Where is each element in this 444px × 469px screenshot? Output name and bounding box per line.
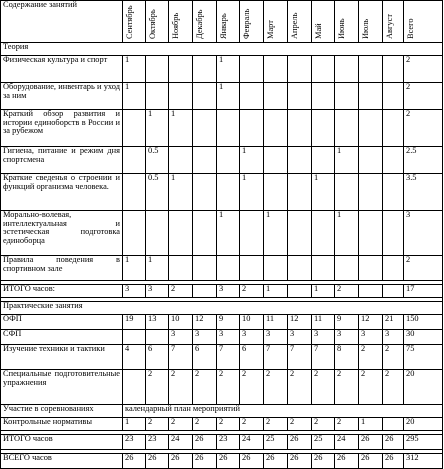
table-cell [264,173,288,210]
table-cell [217,109,240,146]
table-cell: 7 [217,344,240,369]
table-cell: 10 [169,314,193,329]
table-cell [383,173,404,210]
row-label: Морально-волевая, интеллектуальная и эстетическая подготовка единоборца [1,210,123,255]
table-cell [169,55,193,82]
table-cell [123,369,146,404]
table-cell [383,417,404,430]
table-cell [335,55,359,82]
table-cell: 2 [217,417,240,430]
table-cell [335,109,359,146]
table-cell [312,146,335,173]
table-cell: 2 [335,284,359,297]
table-cell: 6 [240,344,264,369]
table-cell: 9 [217,314,240,329]
table-cell [123,173,146,210]
month-header: Декабрь [193,1,217,43]
table-cell [335,255,359,280]
table-cell [193,210,217,255]
header-row [1,1,443,43]
row-label: Изучение техники и тактики [1,344,123,369]
table-cell: 17 [404,284,443,297]
table-cell [169,146,193,173]
table-cell [217,173,240,210]
table-cell: 3 [217,329,240,344]
table-cell: 20 [404,369,443,404]
table-cell: 1 [240,146,264,173]
month-header: Май [312,1,335,43]
table-cell: 1 [335,210,359,255]
table-cell: 4 [123,344,146,369]
table-cell: 12 [288,314,312,329]
table-cell: 23 [123,434,146,449]
row-label: Гигиена, питание и режим дня спортсмена [1,146,123,173]
table-cell: 1 [264,284,288,297]
table-cell [240,255,264,280]
table-cell: 26 [359,453,383,468]
table-cell [312,255,335,280]
table-cell: 2.5 [404,146,443,173]
table-cell: 25 [264,434,288,449]
table-cell: 30 [404,329,443,344]
table-cell: 3 [404,210,443,255]
table-cell: 312 [404,453,443,468]
table-cell: 21 [383,314,404,329]
table-cell: 1 [123,82,146,109]
month-header: Январь [217,1,240,43]
table-cell [146,55,169,82]
table-cell: 3.5 [404,173,443,210]
table-cell [288,82,312,109]
theory-row [1,55,443,82]
table-cell [288,109,312,146]
table-cell: 1 [264,210,288,255]
table-cell [359,173,383,210]
table-cell: 2 [217,369,240,404]
table-cell [359,146,383,173]
total-header: Всего [404,1,443,43]
table-cell: 6 [146,344,169,369]
table-cell: 2 [240,417,264,430]
table-cell: 26 [123,453,146,468]
table-cell: 19 [123,314,146,329]
table-cell: 3 [240,329,264,344]
table-cell: 0.5 [146,173,169,210]
table-cell: 26 [169,453,193,468]
table-cell: 2 [383,369,404,404]
month-header: Август [383,1,404,43]
row-label: ОФП [1,314,123,329]
table-cell: 3 [217,284,240,297]
table-cell [169,210,193,255]
practice-row [1,314,443,329]
table-cell: 2 [404,82,443,109]
table-cell: 2 [404,55,443,82]
table-cell: 2 [146,417,169,430]
table-cell: 2 [169,369,193,404]
theory-section-title: Теория [1,42,443,55]
table-cell [217,255,240,280]
practice-row [1,329,443,344]
table-cell [359,210,383,255]
row-label: ИТОГО часов: [1,284,123,297]
table-cell [359,82,383,109]
competitions-row [1,404,443,417]
competitions-note: календарный план мероприятий [123,404,443,417]
table-cell: 3 [288,329,312,344]
theory-row [1,146,443,173]
table-cell [169,255,193,280]
table-cell: 3 [383,329,404,344]
table-cell: 11 [312,314,335,329]
row-label: Краткий обзор развития и истории единоборств в России и за рубежом [1,109,123,146]
table-cell: 2 [240,284,264,297]
table-cell [217,146,240,173]
table-cell [193,82,217,109]
table-cell: 75 [404,344,443,369]
table-cell: 2 [169,284,193,297]
table-cell [359,109,383,146]
table-cell [193,173,217,210]
table-cell: 3 [123,284,146,297]
table-cell: 3 [312,329,335,344]
table-cell [359,284,383,297]
table-cell: 7 [288,344,312,369]
row-label: Контрольные нормативы [1,417,123,430]
table-cell [383,210,404,255]
table-cell: 7 [169,344,193,369]
table-cell: 2 [193,417,217,430]
table-cell [383,255,404,280]
row-label: Оборудование, инвентарь и уход за ним [1,82,123,109]
table-cell [288,255,312,280]
month-header: Февраль [240,1,264,43]
table-cell: 1 [359,417,383,430]
table-cell: 26 [217,453,240,468]
table-cell [193,255,217,280]
row-label: Участие в соревнованиях [1,404,123,417]
table-cell: 3 [264,329,288,344]
table-cell: 10 [240,314,264,329]
table-cell: 13 [146,314,169,329]
table-cell: 26 [146,453,169,468]
table-cell: 26 [383,434,404,449]
table-cell: 1 [123,417,146,430]
table-cell: 295 [404,434,443,449]
table-cell: 3 [146,284,169,297]
row-label: Физическая культура и спорт [1,55,123,82]
table-cell [264,146,288,173]
table-cell: 0.5 [146,146,169,173]
table-cell [123,329,146,344]
table-cell: 25 [312,434,335,449]
table-cell [288,146,312,173]
table-cell: 7 [312,344,335,369]
table-cell [193,55,217,82]
table-cell [123,146,146,173]
row-label: Краткие сведенья о строении и функций организма человека. [1,173,123,210]
table-cell [264,255,288,280]
table-cell: 2 [146,369,169,404]
table-cell: 1 [335,146,359,173]
table-cell: 11 [264,314,288,329]
table-cell [383,109,404,146]
table-cell [193,284,217,297]
row-label: ВСЕГО часов [1,453,123,468]
table-cell: 1 [217,210,240,255]
theory-row [1,210,443,255]
theory-total-row [1,284,443,297]
table-cell: 2 [383,344,404,369]
month-header: Октябрь [146,1,169,43]
theory-row [1,173,443,210]
table-cell: 20 [404,417,443,430]
table-cell: 1 [146,255,169,280]
theory-row [1,109,443,146]
table-cell [335,82,359,109]
row-label: Правила поведения в спортивном зале [1,255,123,280]
table-cell: 3 [193,329,217,344]
table-cell: 26 [240,453,264,468]
grand-total-row [1,453,443,468]
table-cell [146,329,169,344]
table-cell: 2 [404,255,443,280]
table-cell [264,82,288,109]
table-cell [264,55,288,82]
table-cell: 3 [359,329,383,344]
table-cell: 2 [264,417,288,430]
table-cell: 24 [335,434,359,449]
month-header: Сентябрь [123,1,146,43]
practice-section-title: Практические занятия [1,301,443,314]
table-cell [383,82,404,109]
subject-header: Содержание занятий [1,1,123,43]
table-cell [264,109,288,146]
table-cell [288,173,312,210]
control-row [1,417,443,430]
table-cell: 26 [335,453,359,468]
table-cell: 2 [288,417,312,430]
table-cell [359,55,383,82]
table-cell: 2 [288,369,312,404]
table-cell [240,109,264,146]
table-cell: 26 [264,453,288,468]
table-cell: 24 [169,434,193,449]
table-cell: 3 [335,329,359,344]
table-cell: 2 [404,109,443,146]
table-cell: 2 [240,369,264,404]
theory-row [1,255,443,280]
theory-section-title-row [1,42,443,55]
table-cell: 1 [169,109,193,146]
table-cell: 26 [193,453,217,468]
table-cell: 3 [169,329,193,344]
table-cell [240,210,264,255]
practice-row [1,344,443,369]
table-cell [383,284,404,297]
practice-row [1,369,443,404]
table-cell [240,82,264,109]
table-cell: 2 [359,369,383,404]
table-cell: 2 [359,344,383,369]
table-cell: 2 [312,369,335,404]
month-header: Апрель [288,1,312,43]
table-cell: 2 [169,417,193,430]
table-cell: 1 [240,173,264,210]
month-header: Июнь [335,1,359,43]
table-cell: 26 [288,453,312,468]
table-cell: 2 [335,417,359,430]
table-cell [193,109,217,146]
table-cell [359,255,383,280]
table-cell [288,284,312,297]
table-cell [240,55,264,82]
table-cell: 1 [217,55,240,82]
table-cell [383,146,404,173]
table-cell: 23 [146,434,169,449]
row-label: СФП [1,329,123,344]
table-cell [123,210,146,255]
table-cell: 26 [288,434,312,449]
table-cell: 150 [404,314,443,329]
table-cell: 26 [193,434,217,449]
table-cell: 12 [193,314,217,329]
table-cell: 6 [193,344,217,369]
table-cell: 24 [240,434,264,449]
table-cell: 1 [217,82,240,109]
table-cell: 26 [383,453,404,468]
table-cell [193,146,217,173]
table-cell: 1 [312,284,335,297]
table-cell: 2 [335,369,359,404]
table-cell [123,109,146,146]
practice-total-row [1,434,443,449]
table-cell [146,82,169,109]
table-cell: 26 [312,453,335,468]
table-cell [335,173,359,210]
month-header: Март [264,1,288,43]
table-cell [146,210,169,255]
table-cell [312,210,335,255]
table-cell [312,82,335,109]
table-cell: 7 [264,344,288,369]
table-cell [288,210,312,255]
table-cell [169,82,193,109]
table-cell: 1 [169,173,193,210]
table-cell [383,55,404,82]
table-cell: 2 [193,369,217,404]
month-header: Ноябрь [169,1,193,43]
table-cell: 12 [359,314,383,329]
table-cell: 23 [217,434,240,449]
theory-row [1,82,443,109]
table-cell: 1 [312,173,335,210]
table-cell: 1 [123,55,146,82]
table-cell: 8 [335,344,359,369]
table-cell: 9 [335,314,359,329]
table-cell: 1 [123,255,146,280]
table-cell: 26 [359,434,383,449]
row-label: Специальные подготовительные упражнения [1,369,123,404]
table-cell [288,55,312,82]
table-cell: 2 [312,417,335,430]
table-cell [312,55,335,82]
row-label: ИТОГО часов [1,434,123,449]
table-cell: 1 [146,109,169,146]
month-header: Июль [359,1,383,43]
table-cell: 2 [264,369,288,404]
table-cell [312,109,335,146]
practice-section-title-row [1,301,443,314]
